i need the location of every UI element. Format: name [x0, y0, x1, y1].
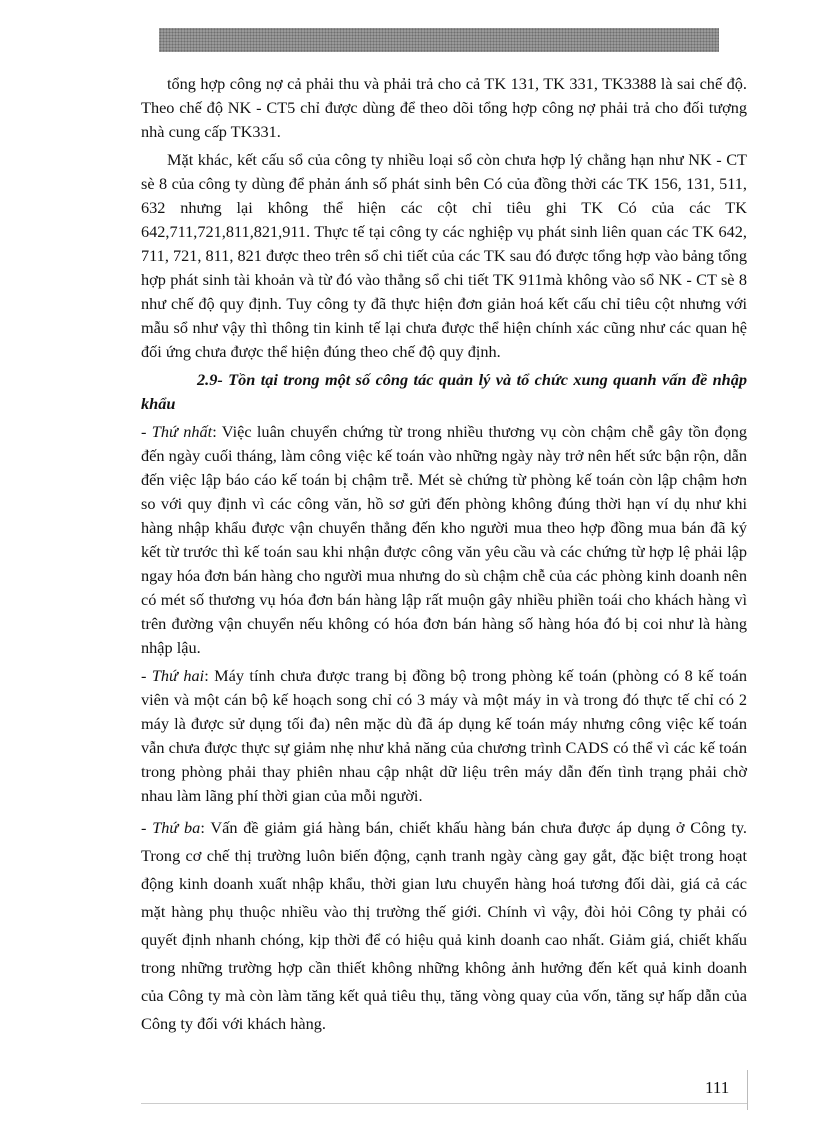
- item-second-text: : Máy tính chưa được trang bị đồng bộ trong phòng kế toán (phòng có 8 kế toán viên và một cán bộ kế hoạch song chỉ có 3 máy và một máy in và trong đó thực tế chỉ có 2 máy là được sử dụng tối đa) nên mặc dù đã áp dụng kế toán máy nhưng công việc kế toán vẫn chưa được thực sự giảm nhẹ như khả năng của chương trình CADS có thể vì các kế toán trong phòng phải thay phiên nhau cập nhật dữ liệu trên máy dẫn đến tình trạng phải chờ nhau làm lãng phí thời gian của mỗi người.: [141, 666, 747, 805]
- item-second-lead: - Thứ hai: [141, 666, 205, 685]
- page-content: [141, 72, 747, 1042]
- page-number: 111: [705, 1078, 730, 1097]
- item-third: [141, 814, 747, 1038]
- item-second: [141, 664, 747, 808]
- header-bar: [159, 28, 719, 52]
- item-first: [141, 420, 747, 660]
- item-third-lead: - Thứ ba: [141, 818, 201, 837]
- paragraph-1: tổng hợp công nợ cả phải thu và phải trả cho cả TK 131, TK 331, TK3388 là sai chế độ. Theo chế độ NK - CT5 chỉ được dùng để theo dõi tổng hợp công nợ phải trả cho đối tượng nhà cung cấp TK331.: [141, 74, 747, 141]
- item-third-text: : Vấn đề giảm giá hàng bán, chiết khấu hàng bán chưa được áp dụng ở Công ty. Trong cơ chế thị trường luôn biến động, cạnh tranh ngày càng gay gắt, đặc biệt trong hoạt động kinh doanh xuất nhập khẩu, thời gian lưu chuyển hàng hoá tương đối dài, giá cả các mặt hàng phụ thuộc nhiều vào thị trường thế giới. Chính vì vậy, đòi hỏi Công ty phải có quyết định nhanh chóng, kịp thời để có hiệu quả kinh doanh cao nhất. Giảm giá, chiết khấu trong những trường hợp cần thiết không những không ảnh hưởng đến kết quả kinh doanh của Công ty mà còn làm tăng kết quả tiêu thụ, tăng vòng quay của vốn, tăng sự hấp dẫn của Công ty đối với khách hàng.: [141, 818, 748, 1033]
- footer-bottom-rule: [141, 1103, 747, 1104]
- footer-side-rule: [747, 1070, 748, 1110]
- paragraph-2: Mặt khác, kết cấu sổ của công ty nhiều loại sổ còn chưa hợp lý chẳng hạn như NK - CT sè 8 của công ty dùng để phản ánh số phát sinh bên Có của đồng thời các TK 156, 131, 511, 632 nhưng lại không thể hiện các cột chỉ tiêu ghi TK Có của các TK 642,711,721,811,821,911. Thực tế tại công ty các nghiệp vụ phát sinh liên quan các TK 642, 711, 721, 811, 821 được theo trên sổ chi tiết của các TK sau đó được tổng hợp vào bảng tổng hợp phát sinh tài khoản và từ đó vào thẳng sổ chi tiết TK 911mà không vào sổ NK - CT sè 8 như chế độ quy định. Tuy công ty đã thực hiện đơn giản hoá kết cấu chỉ tiêu cột nhưng với mẫu sổ như vậy thì thông tin kinh tế lại chưa được thể hiện chính xác cũng như các quan hệ đối ứng chưa được thể hiện đúng theo chế độ quy định.: [141, 150, 747, 361]
- section-heading: 2.9- Tồn tại trong một số công tác quản lý và tổ chức xung quanh vấn đề nhập khẩu: [141, 370, 747, 413]
- item-first-text: : Việc luân chuyển chứng từ trong nhiều thương vụ còn chậm chễ gây tồn đọng đến ngày cuối tháng, làm công việc kế toán vào những ngày này trở nên hết sức bận rộn, dẫn đến việc lập báo cáo kế toán bị chậm trễ. Mét sè chứng từ phòng kế toán còn lập chậm hơn so với quy định vì các công văn, hồ sơ gửi đến phòng không đúng thời hạn ví dụ như khi hàng nhập khẩu được vận chuyển thẳng đến kho người mua theo hợp đồng mua bán đã ký kết từ trước thì kế toán sau khi nhận được công văn yêu cầu và các chứng từ hợp lệ phải lập ngay hóa đơn bán hàng cho người mua nhưng do sù chậm chễ của các phòng kinh doanh nên có mét số thương vụ hóa đơn bán hàng lập rất muộn gây nhiều phiền toái cho khách hàng vì trên đường vận chuyển nếu không có hóa đơn bán hàng số hàng hóa đó bị coi như là hàng nhập lậu.: [141, 422, 747, 657]
- item-first-lead: - Thứ nhất: [141, 422, 213, 441]
